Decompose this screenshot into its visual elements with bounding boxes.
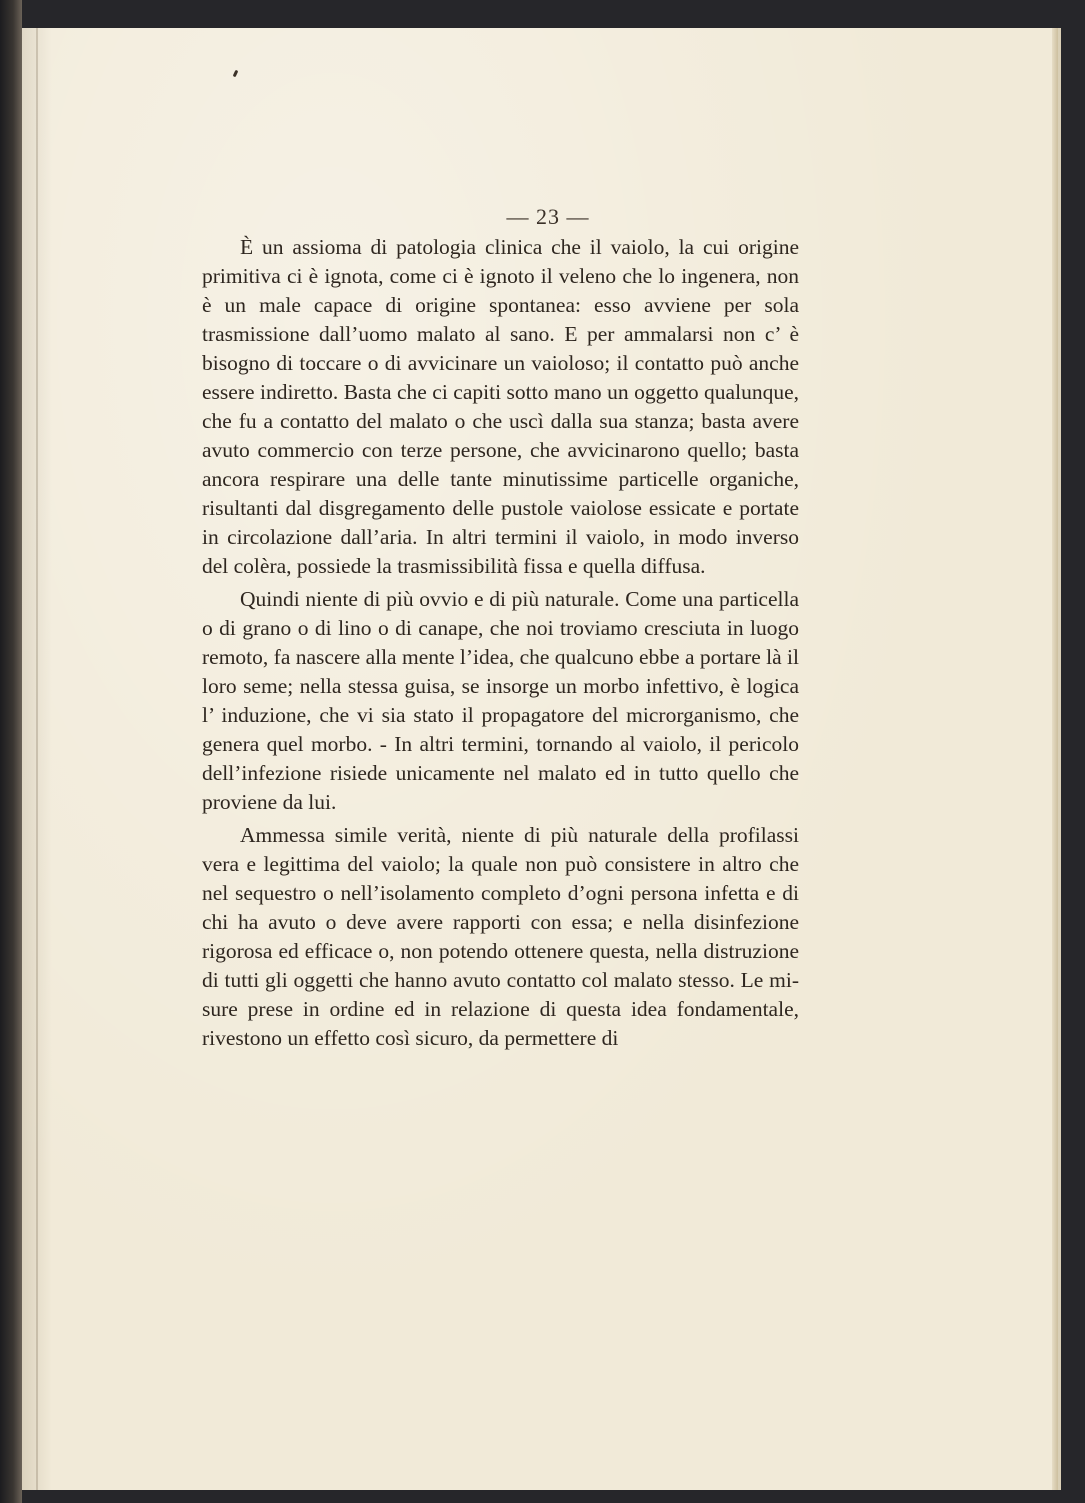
paragraph-2: Quindi niente di più ovvio e di più naturale. Come una particella o di grano o di lino o di canape, che noi troviamo cresciuta in luogo remoto, fa nascere alla mente l’idea, che qualcuno ebbe a portare là il loro seme; nella stessa guisa, se insorge un morbo infettivo, è logica l’ induzione, che vi sia stato il propagatore del microrganismo, che genera quel morbo. - In altri termini, tornando al vaiolo, il pericolo dell’infezione risiede unicamente nel malato ed in tutto quello che proviene da lui. [202,587,799,814]
page-edge [1052,28,1058,1490]
paragraph-1: È un assioma di patologia clinica che il vaiolo, la cui origine primitiva ci è ignota, come ci è ignoto il veleno che lo ingenera, non è un male capace di origine spontanea: esso avviene per sola trasmissione dall’uomo malato al sano. E per ammalarsi non c’ è bisogno di toccare o di avvicinare un vaioloso; il contatto può anche essere indiretto. Basta che ci capiti sotto mano un oggetto qualunque, che fu a contatto del malato o che uscì dalla sua stanza; basta avere avuto commercio con terze persone, che avvicinarono quello; basta ancora respirare una delle tante minutissime particelle organiche, risultanti dal disgregamento delle pustole vaiolose essicate e portate in circolazione dall’aria. In altri termini il vaiolo, in modo inverso del colèra, possiede la trasmissibilità fissa e quella diffusa. [202,235,799,578]
book-spine [0,0,22,1503]
page-number: — 23 — [506,204,590,229]
ink-speck [233,70,239,78]
page-gutter-shadow [36,28,38,1490]
book-page [22,28,1061,1490]
paragraph-3: Ammessa simile verità, niente di più naturale della profilassi vera e legittima del vaiolo; la quale non può consistere in altro che nel sequestro o nell’isolamento completo d’ogni persona infetta e di chi ha avuto o deve avere rapporti con essa; e nella disinfezione rigorosa ed efficace o, non potendo ottenere questa, nella distruzione di tutti gli oggetti che hanno avuto contatto col malato stesso. Le misure prese in ordine ed in relazione di questa idea fondamentale, rivestono un effetto così sicuro, da permettere di [202,823,799,1050]
body-text [202,233,799,1053]
